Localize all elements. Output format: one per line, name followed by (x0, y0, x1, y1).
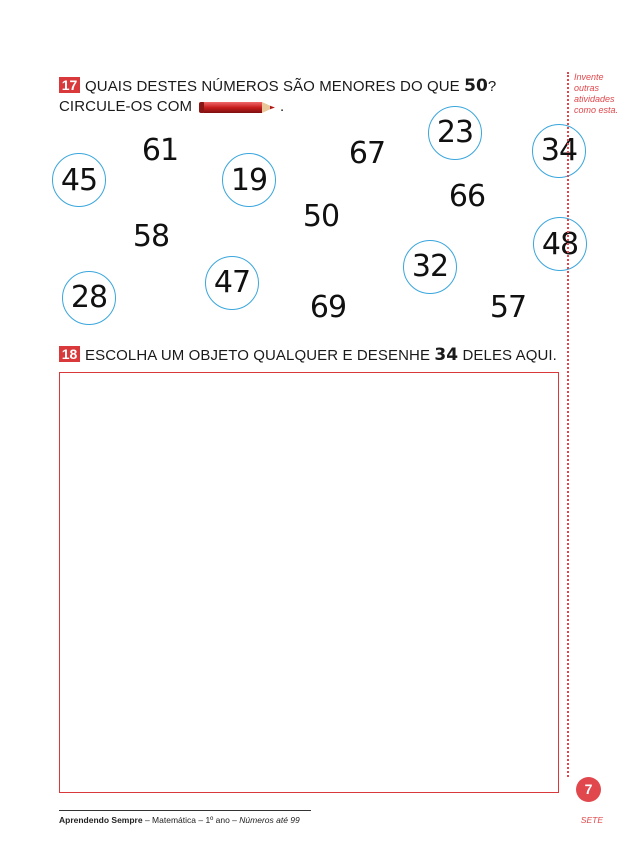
number-28[interactable]: 28 (70, 280, 108, 315)
question-18-highlight: 34 (434, 345, 459, 365)
question-18-text-after: DELES AQUI. (458, 347, 557, 364)
question-17-highlight: 50 (464, 76, 488, 96)
question-17-text-after: ? (487, 78, 497, 95)
number-66[interactable]: 66 (448, 179, 486, 214)
red-pencil-icon (199, 99, 277, 117)
number-19[interactable]: 19 (230, 163, 268, 198)
footer-credit (59, 815, 300, 825)
number-45[interactable]: 45 (60, 163, 98, 198)
number-34[interactable]: 34 (540, 133, 578, 168)
question-17-badge: 17 (59, 77, 80, 93)
question-18-text (85, 345, 557, 365)
question-17-line2-end: . (280, 98, 285, 115)
page-word: SETE (580, 815, 603, 825)
footer-topic: Números até 99 (239, 815, 300, 825)
margin-dotted-line (567, 72, 569, 777)
footer-subject: – Matemática – 1º ano – (142, 815, 240, 825)
question-17-text (85, 76, 496, 96)
number-69[interactable]: 69 (309, 290, 347, 325)
side-note-line: atividades (574, 94, 615, 104)
drawing-area[interactable] (59, 372, 559, 793)
footer-brand: Aprendendo Sempre (59, 815, 143, 825)
question-18-text-before: ESCOLHA UM OBJETO QUALQUER E DESENHE (85, 347, 435, 364)
question-17-text-before: QUAIS DESTES NÚMEROS SÃO MENORES DO QUE (85, 78, 465, 95)
number-32[interactable]: 32 (411, 249, 449, 284)
question-17-line2 (59, 98, 192, 115)
number-23[interactable]: 23 (436, 115, 474, 150)
footer-divider (59, 810, 311, 811)
number-67[interactable]: 67 (348, 136, 386, 171)
number-50[interactable]: 50 (302, 199, 340, 234)
side-note-line: como esta. (574, 105, 619, 115)
number-58[interactable]: 58 (132, 219, 170, 254)
page-number-badge: 7 (576, 777, 601, 802)
number-48[interactable]: 48 (541, 227, 579, 262)
side-note-line: Invente (574, 72, 604, 82)
question-17-line2-text: CIRCULE-OS COM (59, 98, 193, 115)
number-61[interactable]: 61 (141, 133, 179, 168)
question-18-badge: 18 (59, 346, 80, 362)
side-note-line: outras (574, 83, 600, 93)
number-47[interactable]: 47 (213, 265, 251, 300)
side-note (574, 72, 630, 116)
number-57[interactable]: 57 (489, 290, 527, 325)
